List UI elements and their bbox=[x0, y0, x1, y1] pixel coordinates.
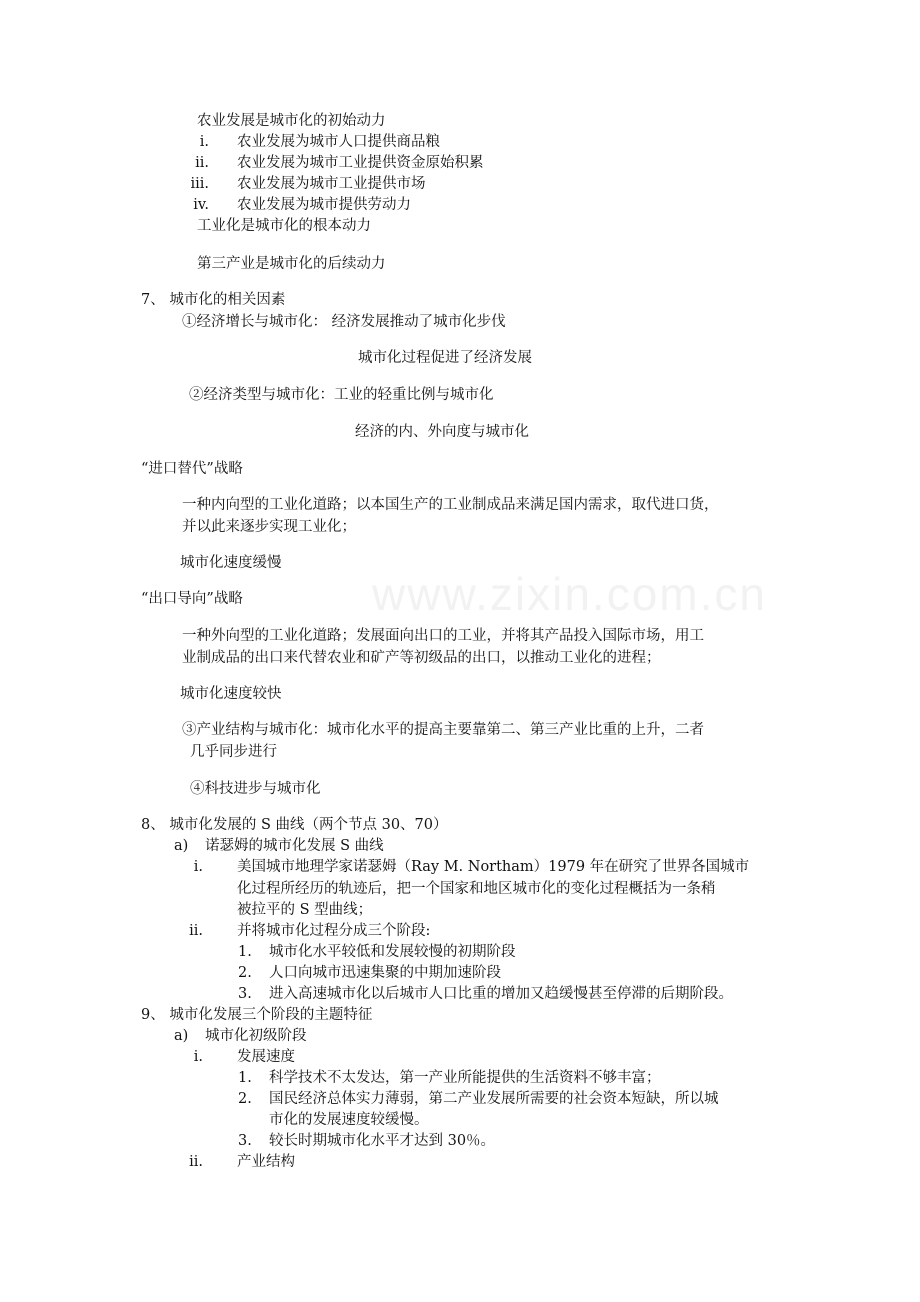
stage-num: 3. bbox=[238, 986, 252, 1002]
agri-item-text: 农业发展为城市工业提供资金原始积累 bbox=[237, 155, 484, 171]
section8-i-line: 化过程所经历的轨迹后，把一个国家和地区城市化的变化过程概括为一条稍 bbox=[237, 881, 716, 897]
watermark: www.zixin.com.cn bbox=[372, 568, 767, 620]
item-text: 国民经济总体实力薄弱，第二产业发展所需要的社会资本短缺，所以城 bbox=[269, 1091, 719, 1107]
agri-item-num: iii. bbox=[190, 176, 209, 192]
item-text: 科学技术不太发达，第一产业所能提供的生活资料不够丰富； bbox=[269, 1070, 661, 1086]
import-speed: 城市化速度缓慢 bbox=[180, 555, 282, 571]
section8-i-line: 美国城市地理学家诺瑟姆（Ray M. Northam）1979 年在研究了世界各国城市 bbox=[237, 859, 750, 875]
stage-text: 人口向城市迅速集聚的中期加速阶段 bbox=[269, 965, 501, 981]
section8-a-text: 诺瑟姆的城市化发展 S 曲线 bbox=[205, 838, 384, 854]
export-speed: 城市化速度较快 bbox=[180, 686, 282, 702]
section9-ii-text: 产业结构 bbox=[237, 1154, 295, 1170]
item-text: 市化的发展速度较缓慢。 bbox=[269, 1112, 429, 1128]
factor3-line1: ③产业结构与城市化：城市化水平的提高主要靠第二、第三产业比重的上升，二者 bbox=[182, 722, 704, 738]
export-orientation-title: “出口导向”战略 bbox=[141, 591, 243, 607]
section9-a-text: 城市化初级阶段 bbox=[205, 1028, 307, 1044]
section9-i-text: 发展速度 bbox=[237, 1049, 295, 1065]
section9-ii-num: ii. bbox=[189, 1154, 203, 1170]
section9-a-num: a) bbox=[174, 1028, 189, 1044]
item-num: 1. bbox=[238, 1070, 252, 1086]
section7-heading: 7、 城市化的相关因素 bbox=[141, 292, 286, 308]
stage-num: 1. bbox=[238, 944, 252, 960]
factor2-line2: 经济的内、外向度与城市化 bbox=[355, 424, 529, 440]
import-substitution-title: “进口替代”战略 bbox=[141, 461, 243, 477]
section9-i-num: i. bbox=[193, 1049, 203, 1065]
agri-item-num: ii. bbox=[195, 155, 209, 171]
factor1-line2: 城市化过程促进了经济发展 bbox=[358, 350, 532, 366]
item-text: 较长时期城市化水平才达到 30％。 bbox=[269, 1133, 496, 1149]
industry-title: 工业化是城市化的根本动力 bbox=[197, 218, 371, 234]
section9-heading: 9、 城市化发展三个阶段的主题特征 bbox=[141, 1007, 373, 1023]
item-num: 2. bbox=[238, 1091, 252, 1107]
tertiary-title: 第三产业是城市化的后续动力 bbox=[197, 256, 386, 272]
section8-ii-num: ii. bbox=[189, 923, 203, 939]
item-num: 3. bbox=[238, 1133, 252, 1149]
factor3-line2: 几乎同步进行 bbox=[190, 744, 277, 760]
factor1-line1: ①经济增长与城市化： 经济发展推动了城市化步伐 bbox=[182, 314, 506, 330]
agri-item-num: iv. bbox=[193, 197, 209, 213]
agri-item-text: 农业发展为城市工业提供市场 bbox=[237, 176, 426, 192]
section8-a-num: a) bbox=[174, 838, 189, 854]
export-orientation-desc: 业制成品的出口来代替农业和矿产等初级品的出口，以推动工业化的进程； bbox=[182, 650, 661, 666]
section8-i-num: i. bbox=[193, 859, 203, 875]
agri-item-num: i. bbox=[199, 134, 209, 150]
stage-text: 城市化水平较低和发展较慢的初期阶段 bbox=[269, 944, 516, 960]
agri-title: 农业发展是城市化的初始动力 bbox=[197, 113, 386, 129]
section8-i-line: 被拉平的 S 型曲线； bbox=[237, 902, 373, 918]
factor4: ④科技进步与城市化 bbox=[190, 781, 321, 797]
factor2-line1: ②经济类型与城市化：工业的轻重比例与城市化 bbox=[189, 387, 494, 403]
agri-item-text: 农业发展为城市人口提供商品粮 bbox=[237, 134, 440, 150]
import-substitution-desc: 并以此来逐步实现工业化； bbox=[182, 519, 356, 535]
agri-item-text: 农业发展为城市提供劳动力 bbox=[237, 197, 411, 213]
stage-num: 2. bbox=[238, 965, 252, 981]
section8-heading: 8、 城市化发展的 S 曲线（两个节点 30、70） bbox=[141, 817, 448, 833]
section8-ii-text: 并将城市化过程分成三个阶段: bbox=[237, 923, 431, 939]
import-substitution-desc: 一种内向型的工业化道路；以本国生产的工业制成品来满足国内需求，取代进口货， bbox=[182, 497, 719, 513]
export-orientation-desc: 一种外向型的工业化道路；发展面向出口的工业，并将其产品投入国际市场，用工 bbox=[182, 628, 704, 644]
stage-text: 进入高速城市化以后城市人口比重的增加又趋缓慢甚至停滞的后期阶段。 bbox=[269, 986, 733, 1002]
